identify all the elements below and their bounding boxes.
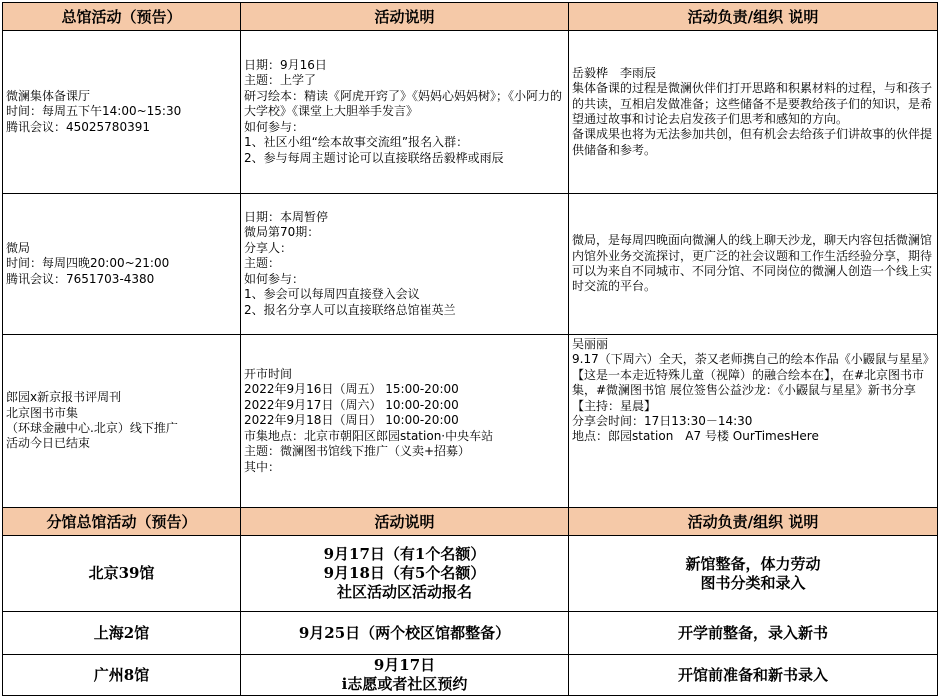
branch-organizer: 新馆整备，体力劳动 图书分类和录入 (569, 536, 938, 612)
branch-name: 上海2馆 (3, 612, 241, 655)
branch-name: 广州8馆 (3, 655, 241, 696)
branch-name: 北京39馆 (3, 536, 241, 612)
row1-event-info: 日期：9月16日 主题：上学了 研习绘本：精读《阿虎开窍了》《妈妈心妈妈树》；《小阿力的大学校》《课堂上大胆举手发言》 如何参与： 1、社区小组“绘本故事交流组”报名入群： 2、参与每周主题讨论可以直接联络岳毅桦或雨辰 (241, 31, 569, 194)
row1-event-name: 微澜集体备课厅 时间：每周五下午14:00~15:30 腾讯会议：45025780391 (3, 31, 241, 194)
table-row (3, 194, 938, 335)
row2-event-organizer: 微局，是每周四晚面向微澜人的线上聊天沙龙，聊天内容包括微澜馆内馆外业务交流探讨，更广泛的社会议题和工作生活经验分享，期待可以为来自不同城市、不同分馆、不同岗位的微澜人创造一个线上实时交流的平台。 (569, 194, 938, 335)
branch-organizer: 开馆前准备和新书录入 (569, 655, 938, 696)
row2-event-info: 日期：本周暂停 微局第70期： 分享人： 主题： 如何参与： 1、参会可以每周四直接登入会议 2、报名分享人可以直接联络总馆崔英兰 (241, 194, 569, 335)
row2-event-name: 微局 时间：每周四晚20:00~21:00 腾讯会议：7651703-4380 (3, 194, 241, 335)
main-header-col3: 活动负责/组织 说明 (569, 3, 938, 31)
branch-header-col1: 分馆总馆活动（预告） (3, 508, 241, 536)
main-header-col1: 总馆活动（预告） (3, 3, 241, 31)
branch-header-col2: 活动说明 (241, 508, 569, 536)
branch-row (3, 655, 938, 696)
row3-event-info: 开市时间 2022年9月16日（周五） 15:00-20:00 2022年9月17日（周六） 10:00-20:00 2022年9月18日（周日） 10:00-20:00 市集地点：北京市朝阳区郎园station·中央车站 主题：微澜图书馆线下推广（义卖+招募） 其中： (241, 335, 569, 508)
branch-row (3, 536, 938, 612)
row1-event-organizer: 岳毅桦 李雨辰 集体备课的过程是微澜伙伴们打开思路和积累材料的过程，与和孩子的共读，互相启发做准备；这些储备不是要教给孩子们的知识，是希望通过故事和讨论去启发孩子们思考和感知的方向。 备课成果也将为无法参加共创，但有机会去给孩子们讲故事的伙伴提供储备和参考。 (569, 31, 938, 194)
branch-organizer: 开学前整备，录入新书 (569, 612, 938, 655)
row3-event-organizer: 吴丽丽 9.17（下周六）全天，荼又老师携自己的绘本作品《小鼹鼠与星星》【这是一本走近特殊儿童（视障）的融合绘本在】，在#北京图书市集，#微澜图书馆 展位签售公益沙龙：《小鼹鼠与星星》新书分享 【主持：星晨】 分享会时间：17日13:30－14:30 地点：郎园station A7 号楼 OurTimesHere (569, 335, 938, 508)
activity-table (2, 2, 938, 696)
branch-header-col3: 活动负责/组织 说明 (569, 508, 938, 536)
branch-info: 9月25日（两个校区馆都整备） (241, 612, 569, 655)
branch-row (3, 612, 938, 655)
branch-info: 9月17日（有1个名额） 9月18日（有5个名额） 社区活动区活动报名 (241, 536, 569, 612)
row3-event-name: 郎园x新京报书评周刊 北京图书市集 （环球金融中心.北京）线下推广 活动今日已结束 (3, 335, 241, 508)
table-row (3, 335, 938, 508)
branch-info: 9月17日 i志愿或者社区预约 (241, 655, 569, 696)
main-header-col2: 活动说明 (241, 3, 569, 31)
branch-header-row (3, 508, 938, 536)
table-row (3, 31, 938, 194)
main-header-row (3, 3, 938, 31)
